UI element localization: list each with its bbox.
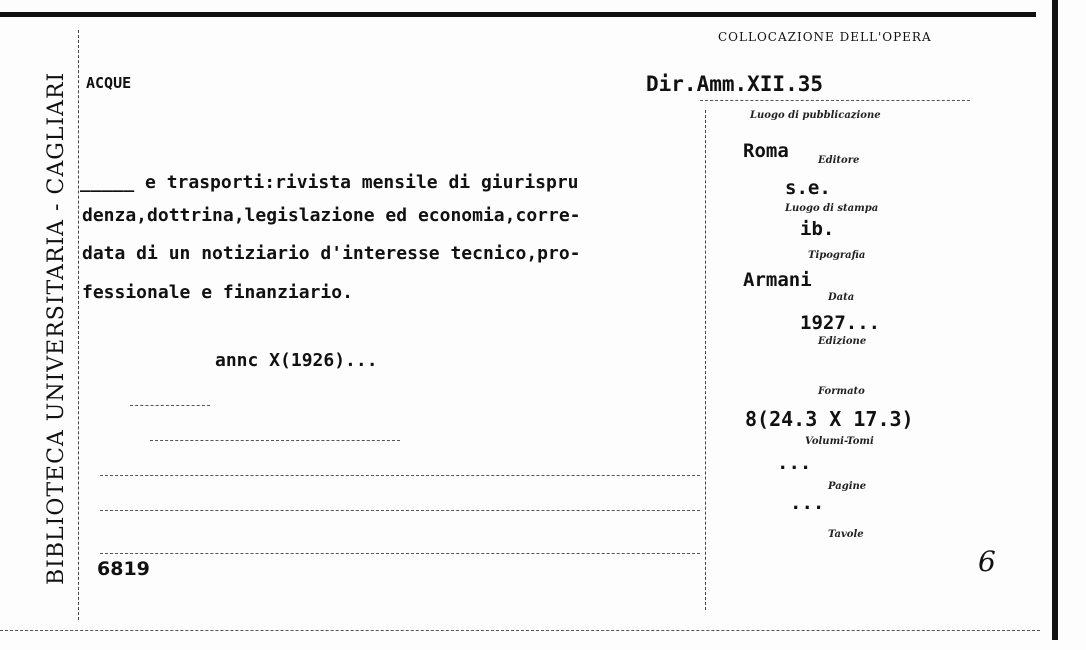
value-pagine: ...	[790, 492, 825, 514]
blank-line-4	[150, 440, 400, 441]
label-edizione: Edizione	[818, 336, 867, 347]
header-rule	[700, 100, 970, 101]
top-border	[0, 12, 1036, 17]
description-line-2: denza,dottrina,legislazione ed economia,corre-	[82, 205, 581, 226]
shelfmark: Dir.Amm.XII.35	[646, 72, 824, 96]
value-formato: 8(24.3 X 17.3)	[745, 407, 914, 431]
label-formato: Formato	[818, 386, 865, 397]
value-luogo-stampa: ib.	[800, 218, 835, 240]
description-line-4: fessionale e finanziario.	[82, 282, 353, 303]
inventory-number: 6819	[97, 558, 150, 580]
value-data: 1927...	[800, 312, 881, 334]
corner-mark: 6	[978, 545, 996, 578]
description-line-1: _____ e trasporti:rivista mensile di giurispru	[80, 172, 579, 193]
bottom-rule	[0, 630, 1040, 631]
holdings-note: annc X(1926)...	[215, 350, 378, 371]
blank-line-1	[100, 475, 700, 476]
blank-line-3	[100, 553, 700, 554]
library-stamp: BIBLIOTECA UNIVERSITARIA - CAGLIARI	[44, 71, 69, 585]
description-line-3: data di un notiziario d'interesse tecnico,pro-	[82, 243, 581, 264]
label-luogo-stampa: Luogo di stampa	[785, 203, 879, 214]
label-data: Data	[828, 292, 855, 303]
value-tipografia: Armani	[743, 269, 812, 291]
value-luogo-pubblicazione: Roma	[743, 140, 789, 162]
blank-line-5	[130, 405, 210, 406]
label-editore: Editore	[818, 155, 860, 166]
label-luogo-pubblicazione: Luogo di pubblicazione	[750, 110, 881, 121]
value-volumi-tomi: ...	[777, 452, 812, 474]
label-tipografia: Tipografia	[808, 250, 866, 261]
location-heading: COLLOCAZIONE DELL'OPERA	[718, 30, 932, 44]
value-editore: s.e.	[785, 177, 831, 199]
label-volumi-tomi: Volumi-Tomi	[805, 436, 874, 447]
blank-line-2	[100, 510, 700, 511]
subject-heading: ACQUE	[86, 74, 132, 92]
left-rule	[78, 30, 79, 620]
label-tavole: Tavole	[828, 529, 864, 540]
label-pagine: Pagine	[828, 481, 867, 492]
column-divider	[705, 110, 706, 610]
right-border	[1052, 0, 1058, 640]
